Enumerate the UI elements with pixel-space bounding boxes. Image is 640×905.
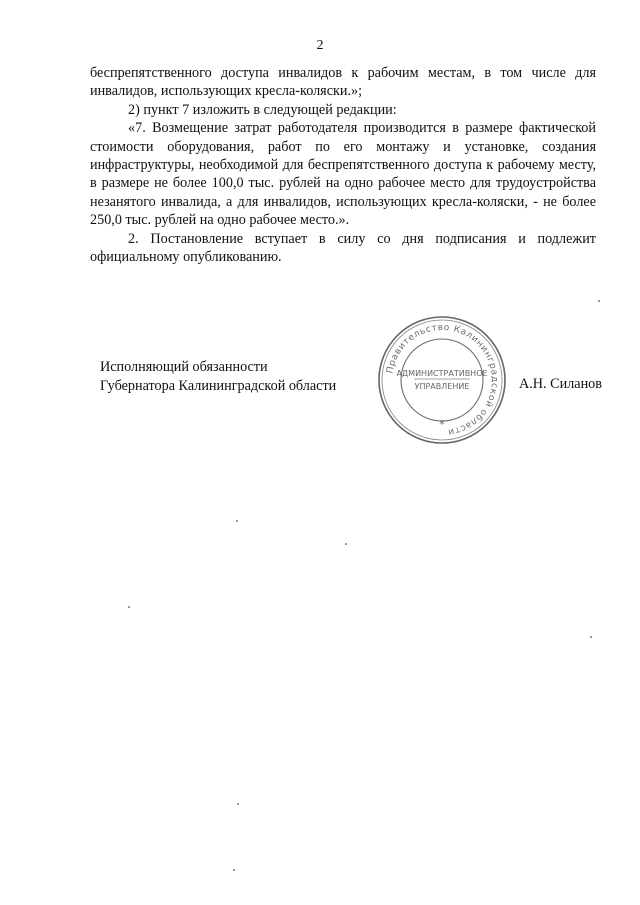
stamp-star: *: [439, 418, 445, 431]
signature-position: [100, 358, 336, 396]
scan-speck: [236, 520, 238, 522]
signature-position-line-1: Исполняющий обязанности: [100, 359, 268, 375]
stamp-center-line-1: АДМИНИСТРАТИВНОЕ: [396, 369, 488, 378]
paragraph-effective-date: 2. Постановление вступает в силу со дня подписания и подлежит официальному опубликованию.: [90, 230, 596, 266]
scan-speck: [590, 636, 592, 638]
stamp-ring-text: Правительство Калининградской области: [385, 322, 500, 437]
scan-speck: [128, 606, 130, 608]
paragraph-quoted-point-7: «7. Возмещение затрат работодателя производится в размере фактической стоимости оборудования, работ по его монтажу и установке, создания инфраструктуры, необходимой для беспрепятственного доступа к рабочему месту, в размере не более 100,0 тыс. рублей на одно рабочее место для трудоустройства незанятого инвалида, а для инвалидов, использующих кресла-коляски, - не более 250,0 тыс. рублей на одно рабочее место.».: [90, 120, 596, 229]
paragraph-continuation: беспрепятственного доступа инвалидов к рабочим местам, в том числе для инвалидов, использующих кресла-коляски.»;: [90, 65, 596, 100]
scan-speck: [345, 543, 347, 545]
signer-name: А.Н. Силанов: [519, 376, 602, 392]
document-body: [90, 64, 596, 266]
scan-speck: [237, 803, 239, 805]
scan-speck: [233, 869, 235, 871]
scan-speck: [598, 300, 600, 302]
official-seal-stamp: [376, 314, 508, 446]
signature-position-line-2: Губернатора Калининградской области: [100, 378, 337, 394]
paragraph-item-2: 2) пункт 7 изложить в следующей редакции:: [128, 101, 397, 118]
page-number: 2: [316, 38, 324, 53]
stamp-center-line-2: УПРАВЛЕНИЕ: [414, 382, 470, 391]
